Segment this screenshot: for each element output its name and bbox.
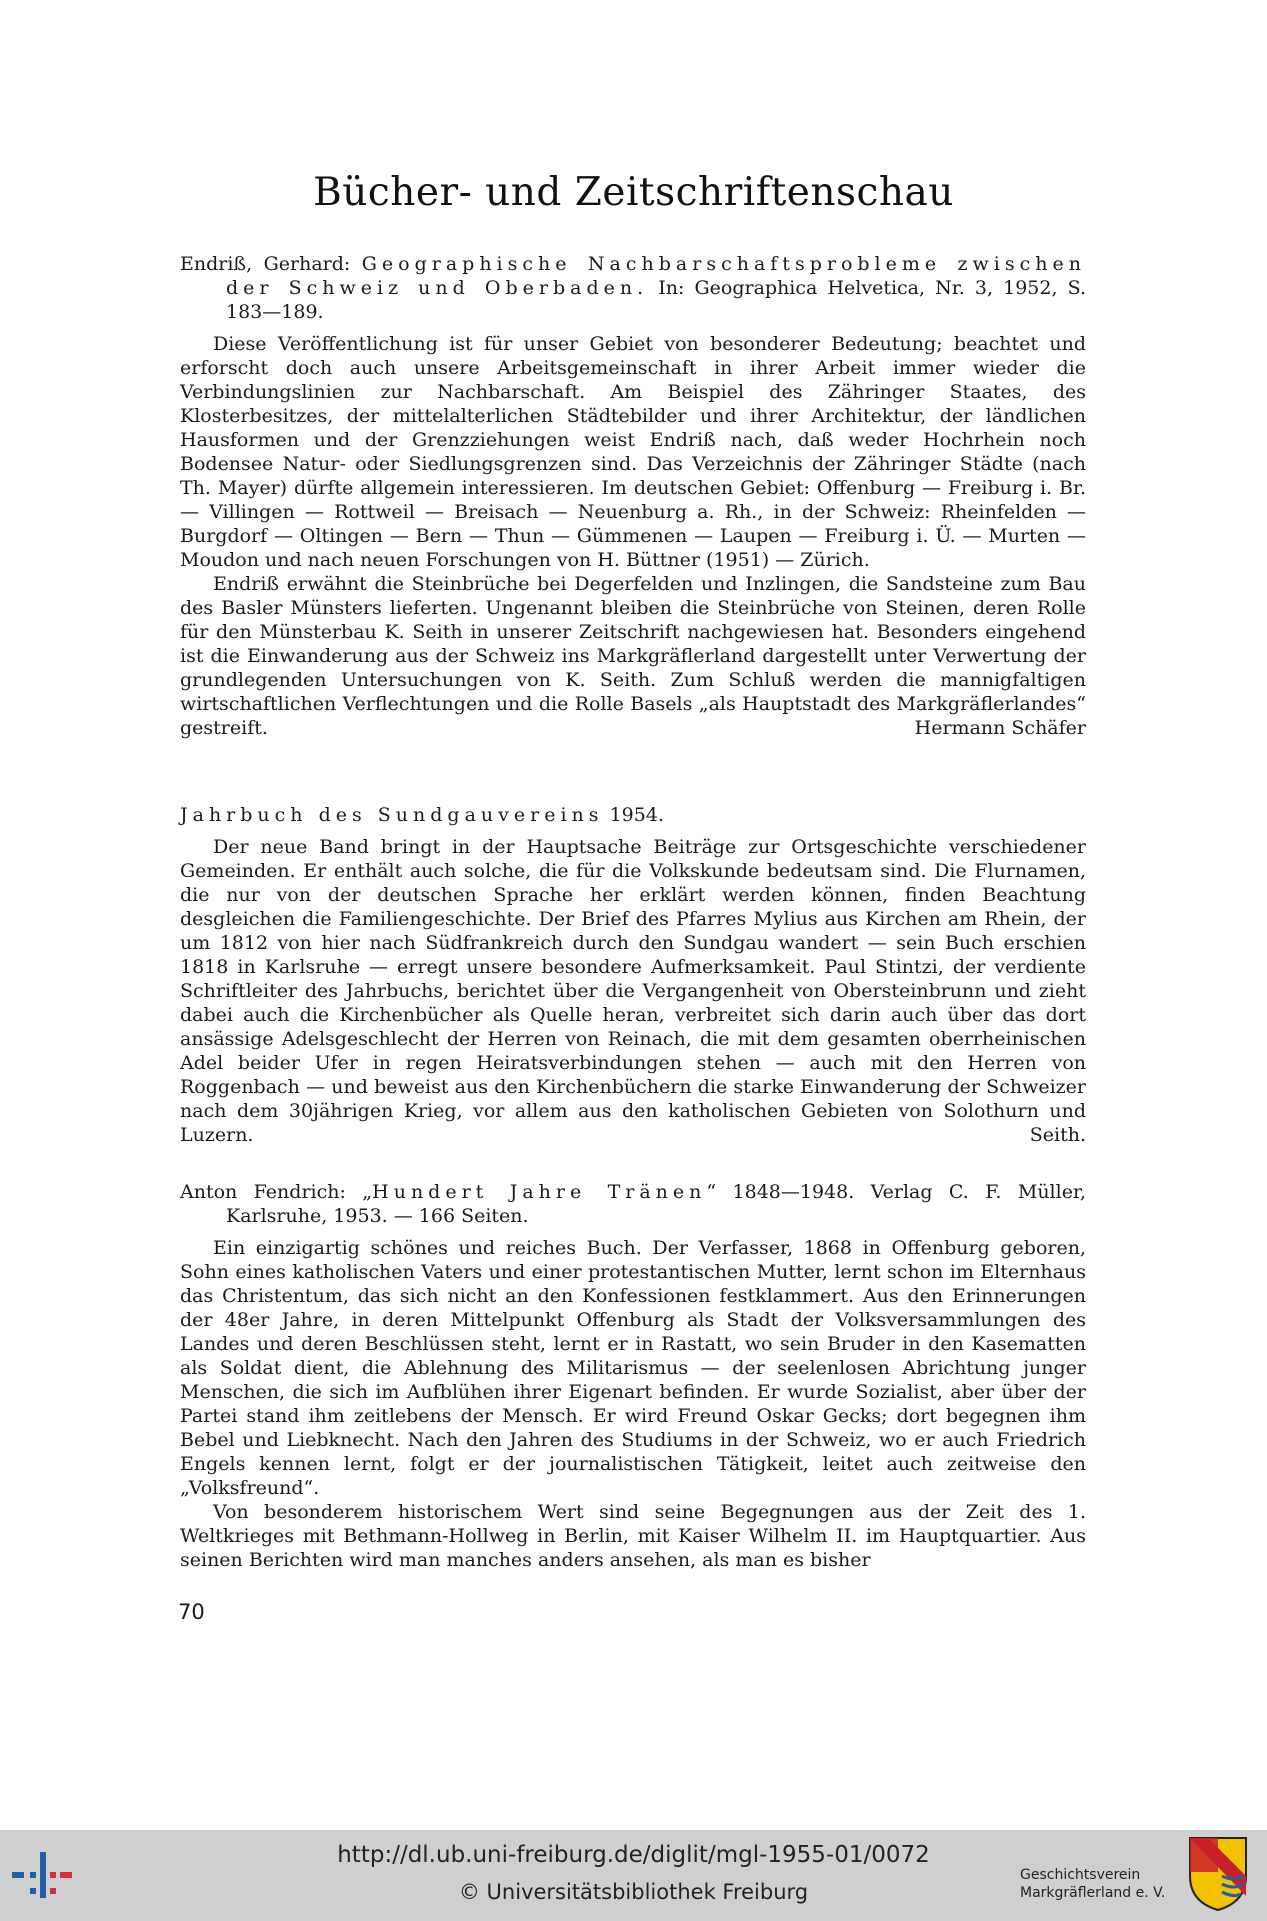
review-paragraph: Der neue Band bringt in der Hauptsache Beiträge zur Ortsgeschichte verschiedener Gemeinden. Er enthält auch solche, die für die Volkskunde bedeutsam sind. Die Flurnamen, die nur von der deutschen Sprache her erklärt werden können, finden Beachtung desgleichen die Familiengeschichte. Der Brief des Pfarres Mylius aus Kirchen am Rhein, der um 1812 von hier nach Südfrankreich durch den Sundgau wandert — sein Buch erschien 1818 in Karlsruhe — erregt unsere besondere Aufmerksamkeit. Paul Stintzi, der verdiente Schriftleiter des Jahrbuchs, berichtet über die Vergangenheit von Obersteinbrunn und zieht dabei auch die Kirchenbücher als Quelle heran, verbreitet sich darin auch über das dort ansässige Adelsgeschlecht der Herren von Reinach, die mit dem gesamten oberrheinischen Adel beider Ufer in regen Heiratsverbindungen stehen — auch mit den Herren von Roggenbach — und beweist aus den Kirchenbüchern die starke Einwanderung der Schweizer nach dem 30jährigen Krieg, vor allem aus den katholischen Gebieten von Solothurn und Luzern. Seith.	[180, 836, 1086, 1146]
society-name-line1: Geschichtsverein	[1020, 1867, 1141, 1883]
society-name-line2: Markgräflerland e. V.	[1020, 1885, 1166, 1901]
document-url-link[interactable]: http://dl.ub.uni-freiburg.de/diglit/mgl-1955-01/0072	[337, 1842, 930, 1868]
footer-bar	[0, 1830, 1267, 1921]
review-heading	[180, 1180, 1086, 1228]
review-work-title: Geographische Nachbarschaftsprobleme zwischen der Schweiz und Oberbaden.	[226, 253, 1086, 299]
review-signature: Seith.	[1029, 1124, 1086, 1146]
review-publication: “ 1848—1948. Verlag C. F. Müller, Karlsruhe, 1953. — 166 Seiten.	[226, 1181, 1086, 1227]
review-paragraph: Diese Veröffentlichung ist für unser Gebiet von besonderer Bedeutung; beachtet und erforscht doch auch unsere Arbeitsgemeinschaft in ihrer Arbeit immer wieder die Verbindungslinien zur Nachbarschaft. Am Beispiel des Zähringer Staates, des Klosterbesitzes, der mittelalterlichen Städtebilder und ihrer Architektur, der ländlichen Hausformen und der Grenzziehungen weist Endriß nach, daß weder Hochrhein noch Bodensee Natur- oder Siedlungsgrenzen sind. Das Verzeichnis der Zähringer Städte (nach Th. Mayer) dürfte allgemein interessieren. Im deutschen Gebiet: Offenburg — Freiburg i. Br. — Villingen — Rottweil — Breisach — Neuenburg a. Rh., in der Schweiz: Rheinfelden — Burgdorf — Oltingen — Bern — Thun — Gümmenen — Laupen — Freiburg i. Ü. — Murten — Moudon und nach neuen Forschungen von H. Büttner (1951) — Zürich.	[180, 333, 1086, 571]
review-paragraph: Von besonderem historischem Wert sind seine Begegnungen aus der Zeit des 1. Weltkrieges mit Bethmann-Hollweg in Berlin, mit Kaiser Wilhelm II. im Hauptquartier. Aus seinen Berichten wird man manches anders ansehen, als man es bisher	[180, 1501, 1086, 1571]
coat-of-arms-icon	[1188, 1836, 1248, 1912]
review-signature: Hermann Schäfer	[914, 717, 1086, 739]
review-publication: In: Geographica Helvetica, Nr. 3, 1952, S. 183—189.	[226, 277, 1086, 323]
page-title: Bücher- und Zeitschriftenschau	[313, 170, 954, 215]
review-publication: 1954.	[603, 804, 664, 826]
review-entry-1	[180, 252, 1086, 740]
review-work-title: Hundert Jahre Tränen	[372, 1181, 707, 1203]
review-entry-3	[180, 1180, 1086, 1572]
page-number: 70	[178, 1600, 205, 1624]
review-entry-2	[180, 803, 1086, 1147]
review-author: Anton Fendrich: „	[180, 1181, 373, 1203]
review-heading	[180, 803, 1086, 827]
review-work-title: Jahrbuch des Sundgauvereins	[180, 804, 604, 826]
society-name	[1020, 1866, 1170, 1902]
copyright-text: © Universitätsbibliothek Freiburg	[458, 1880, 809, 1904]
review-heading	[180, 252, 1086, 324]
review-author: Endriß, Gerhard:	[180, 253, 362, 275]
review-paragraph: Ein einzigartig schönes und reiches Buch. Der Verfasser, 1868 in Offenburg geboren, Sohn eines katholischen Vaters und einer protestantischen Mutter, lernt schon im Elternhaus das Christentum, das sich nicht an den Konfessionen festklammert. Aus den Erinnerungen der 48er Jahre, in deren Mittelpunkt Offenburg als Stadt der Volksversammlungen des Landes und deren Beschlüssen steht, lernt er in Rastatt, wo sein Bruder in den Kasematten als Soldat dient, die Ablehnung des Militarismus — der seelenlosen Abrichtung junger Menschen, die sich im Aufblühen ihrer Eigenart befinden. Er wurde Sozialist, aber über der Partei stand ihm zeitlebens der Mensch. Er wird Freund Oskar Gecks; dort begegnen ihm Bebel und Liebknecht. Nach den Jahren des Studiums in der Schweiz, wo er auch Friedrich Engels kennen lernt, folgt er der journalistischen Tätigkeit, leitet auch zeitweise den „Volksfreund“.	[180, 1237, 1086, 1499]
review-paragraph: Endriß erwähnt die Steinbrüche bei Degerfelden und Inzlingen, die Sandsteine zum Bau des Basler Münsters lieferten. Ungenannt bleiben die Steinbrüche von Steinen, deren Rolle für den Münsterbau K. Seith in unserer Zeitschrift nachgewiesen hat. Besonders eingehend ist die Einwanderung aus der Schweiz ins Markgräflerland dargestellt unter Verwertung der grundlegenden Untersuchungen von K. Seith. Zum Schluß werden die mannigfaltigen wirtschaftlichen Verflechtungen und die Rolle Basels „als Hauptstadt des Markgräflerlandes“ gestreift. Hermann Schäfer	[180, 573, 1086, 739]
